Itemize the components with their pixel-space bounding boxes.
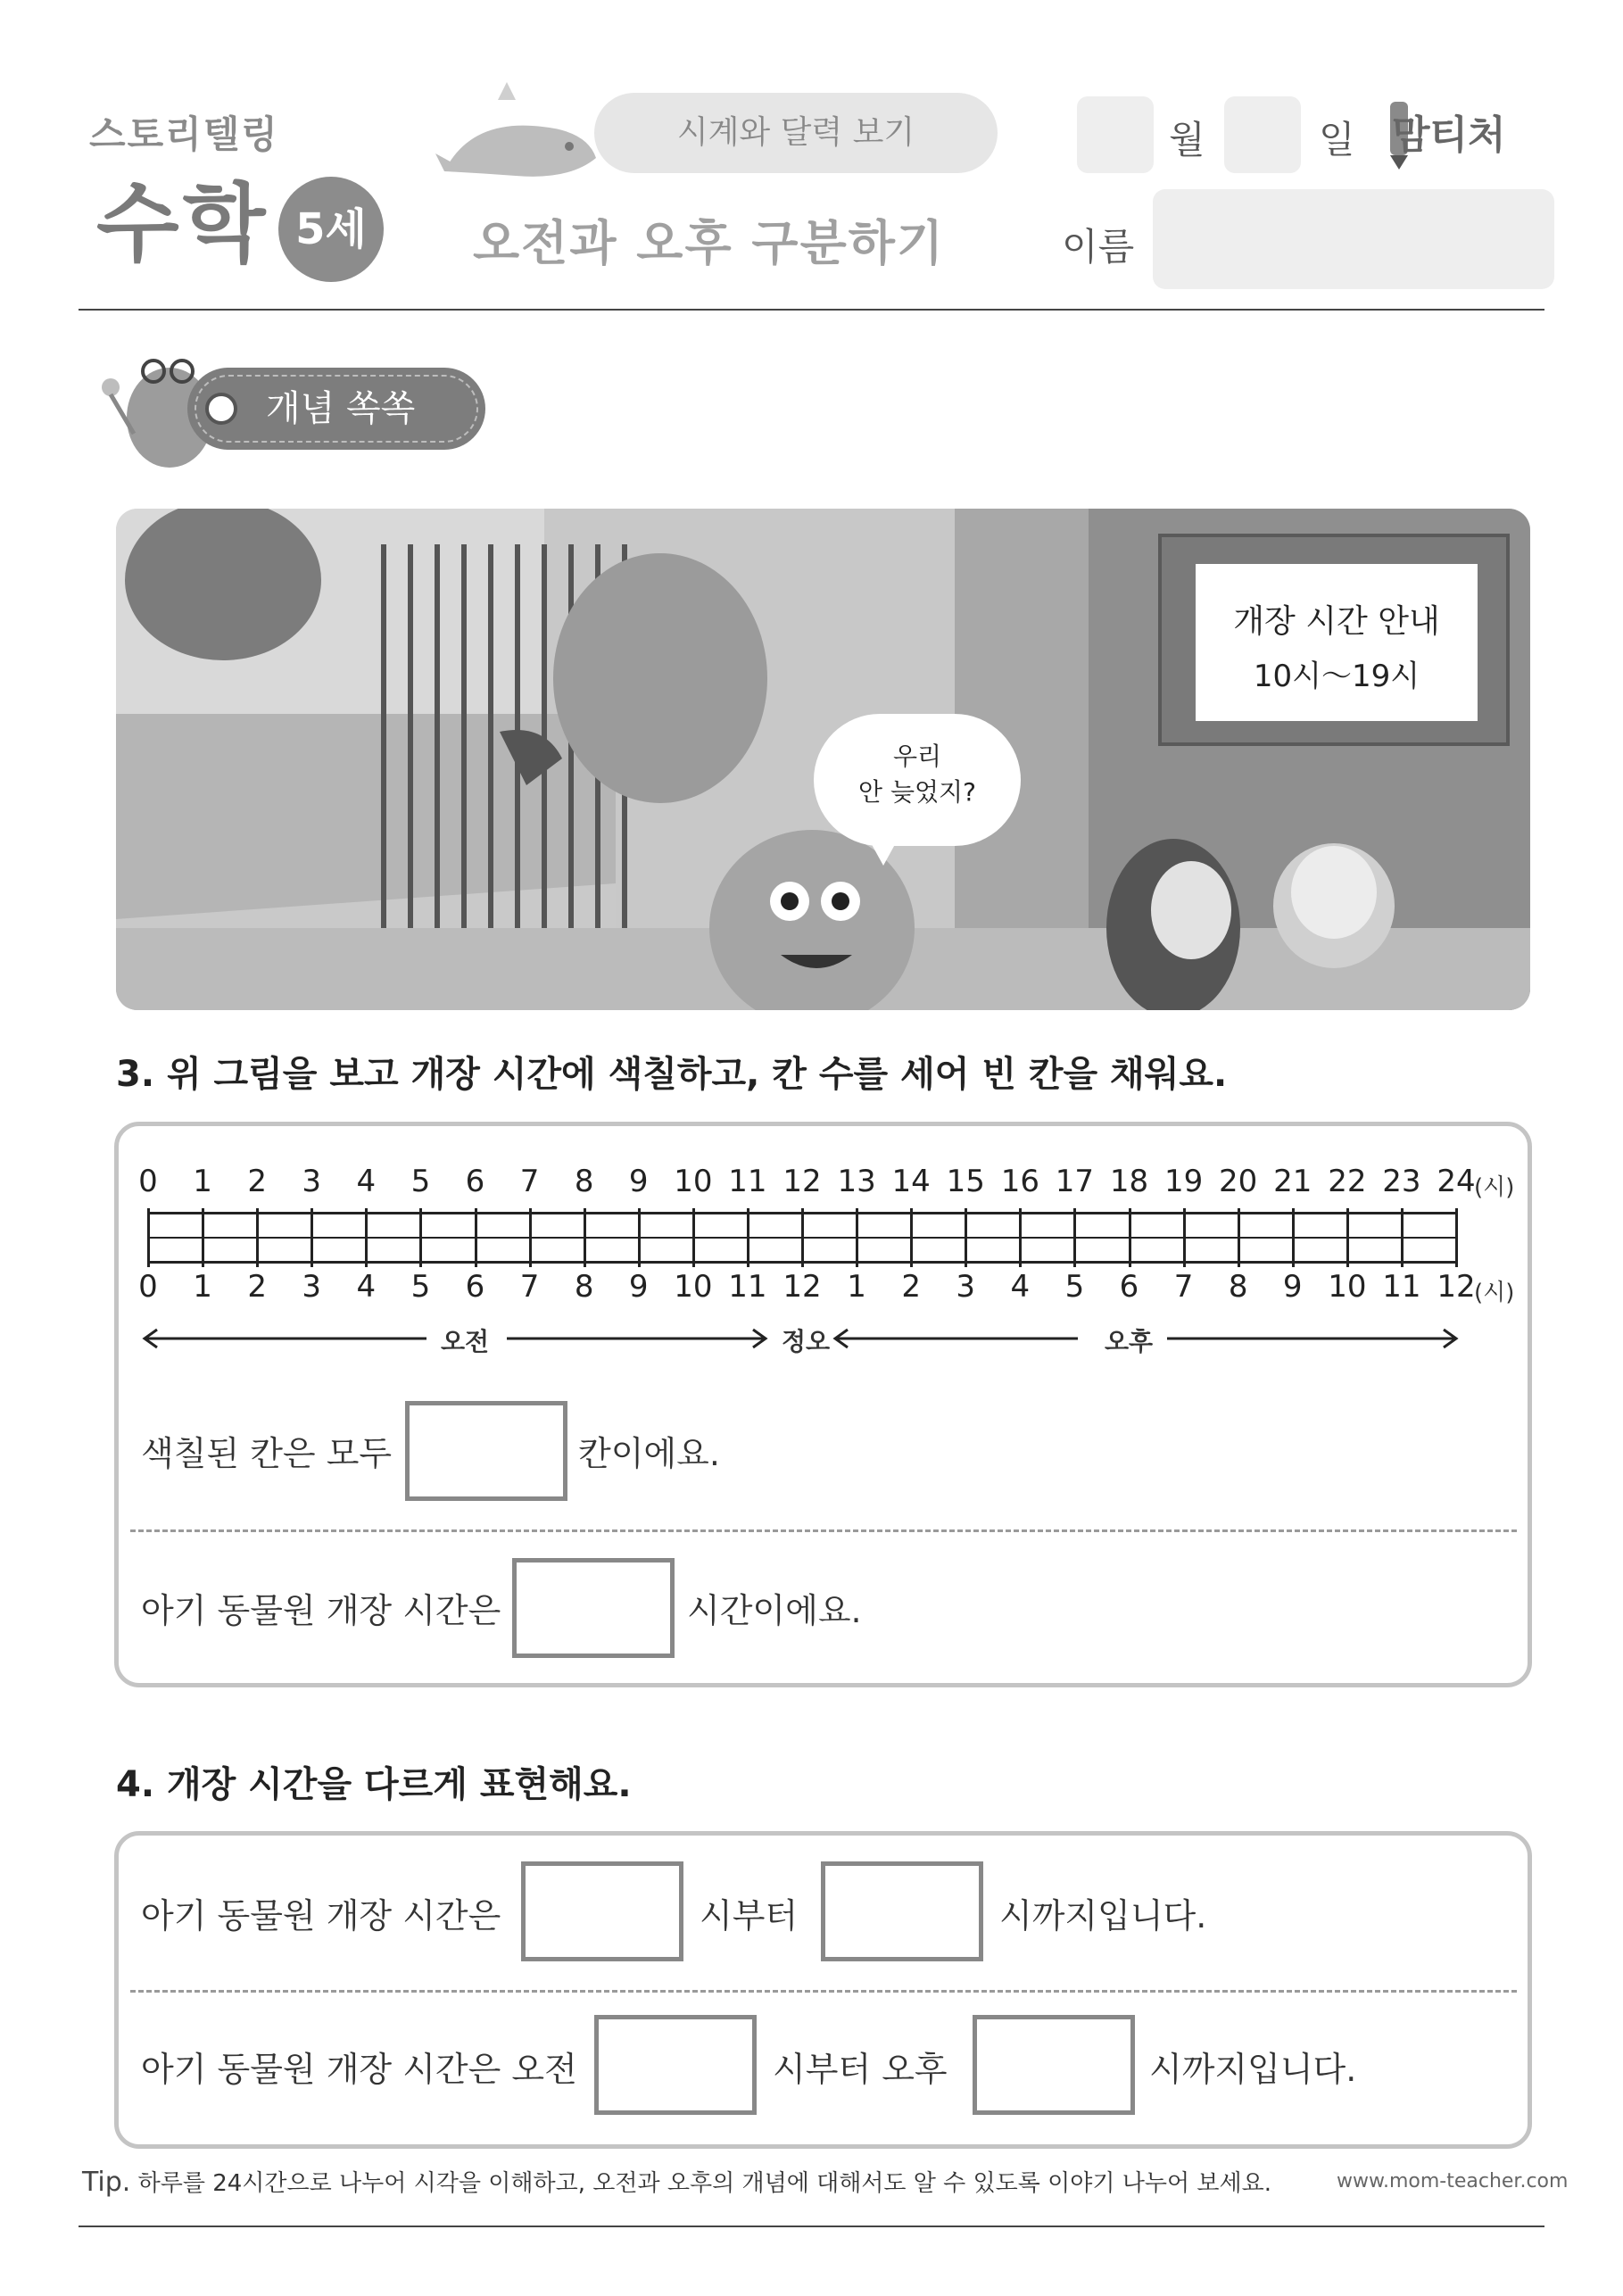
timeline-top-label: 12 [783,1164,822,1199]
q4-am-hour-answer[interactable] [594,2015,757,2115]
speech-line-2: 안 늦었지? [858,777,976,807]
timeline-top-label: 9 [628,1164,649,1199]
timeline-tick [1292,1208,1295,1267]
timeline-tick [365,1208,368,1267]
page-title: 오전과 오후 구분하기 [473,215,946,271]
timeline-bottom-label: 4 [1010,1269,1031,1305]
logo-main-text: 수학 [96,174,269,274]
timeline-bottom-label: 9 [1282,1269,1303,1305]
timeline-bottom-label: 1 [193,1269,212,1305]
timeline-bottom-label: 4 [356,1269,377,1305]
timeline-top-label: 20 [1219,1164,1258,1199]
q4-row1-mid: 시부터 [700,1896,799,1935]
timeline-tick [1019,1208,1022,1267]
timeline-bottom-label: 8 [574,1269,594,1305]
timeline-hour-cell[interactable] [965,1212,1020,1264]
timeline-bottom-label: 2 [247,1269,267,1305]
timeline-top-label: 15 [946,1164,985,1199]
timeline-hour-cell[interactable] [257,1212,311,1264]
q4-row2-suffix: 시까지입니다. [1149,2050,1357,2089]
month-input[interactable] [1077,96,1154,173]
timeline-hour-cell[interactable] [584,1212,639,1264]
timeline-hour-cell[interactable] [1184,1212,1238,1264]
timeline-top-label: 8 [574,1164,594,1199]
q3-cell-count-answer[interactable] [405,1401,567,1501]
timeline-tick [856,1208,858,1267]
timeline-tick [1401,1208,1404,1267]
timeline-hour-cell[interactable] [476,1212,530,1264]
q4-end-hour-answer[interactable] [821,1861,983,1961]
timeline-hour-cell[interactable] [1347,1212,1402,1264]
timeline-top-label: 22 [1328,1164,1367,1199]
day-label: 일 [1319,118,1355,162]
header-divider [79,309,1544,311]
timeline-bottom-label: 6 [465,1269,485,1305]
timeline-top-label: 11 [728,1164,767,1199]
timeline-hour-cell[interactable] [748,1212,802,1264]
timeline-top-label: 0 [138,1164,158,1199]
q3-divider [130,1529,1517,1532]
timeline-tick [1346,1208,1349,1267]
timeline-top-label: 24 [1437,1164,1476,1199]
timeline-hour-cell[interactable] [1130,1212,1184,1264]
q3-row2-text: 아기 동물원 개장 시간은 [141,1591,501,1630]
timeline-hour-cell[interactable] [639,1212,693,1264]
timeline-tick [1073,1208,1076,1267]
q4-start-hour-answer[interactable] [521,1861,683,1961]
timeline-bottom-label: 8 [1228,1269,1248,1305]
timeline-top-label: 1 [193,1164,212,1199]
timeline-top-label: 16 [1000,1164,1039,1199]
q3-row1-suffix: 칸이에요. [578,1434,720,1473]
timeline-bottom-label: 9 [628,1269,649,1305]
timeline-top-label: 4 [356,1164,377,1199]
concept-tag: 개념 쏙쏙 [187,368,485,450]
timeline-hour-cell[interactable] [420,1212,475,1264]
timeline-tick [202,1208,204,1267]
timeline-bottom-label: 7 [519,1269,540,1305]
timeline-unit-bottom: (시) [1474,1280,1515,1306]
q4-divider [130,1990,1517,1993]
timeline-bottom-label: 3 [302,1269,322,1305]
timeline-tick [692,1208,695,1267]
timeline-top-label: 19 [1163,1164,1204,1199]
q4-row1-text: 아기 동물원 개장 시간은 [141,1896,501,1935]
timeline-tick [584,1208,586,1267]
name-label: 이름 [1062,225,1135,269]
opening-hours-sign [1196,564,1478,721]
timeline-top-label: 13 [837,1164,876,1199]
timeline-hour-cell[interactable] [366,1212,420,1264]
age-badge: 5세 [278,177,384,282]
timeline-bottom-label: 7 [1173,1269,1194,1305]
timeline-bottom-label: 3 [956,1269,976,1305]
timeline-tick [1129,1208,1131,1267]
footer-divider [79,2226,1544,2227]
timeline-bottom-label: 11 [1382,1269,1421,1305]
timeline-hour-cell[interactable] [857,1212,911,1264]
timeline-top-label: 3 [302,1164,322,1199]
timeline-hour-cell[interactable] [802,1212,857,1264]
whale-icon [435,82,605,198]
question-4-title: 4. 개장 시간을 다르게 표현해요. [116,1764,632,1805]
topic-label: 시계와 달력 보기 [594,93,998,173]
speech-bubble-tail [864,830,903,866]
q3-row1-text: 색칠된 칸은 모두 [141,1434,393,1473]
timeline-tick [801,1208,804,1267]
timeline-tick [475,1208,477,1267]
timeline-bottom-label: 1 [847,1269,866,1305]
timeline-top-label: 10 [674,1164,713,1199]
tip-label: Tip. [82,2167,131,2198]
footer-url: www.mom-teacher.com [1337,2170,1569,2192]
timeline-hour-cell[interactable] [530,1212,584,1264]
timeline-tick [965,1208,967,1267]
q3-row2-suffix: 시간이에요. [687,1591,862,1630]
question-3-title: 3. 위 그림을 보고 개장 시간에 색칠하고, 칸 수를 세어 빈 칸을 채워요. [116,1054,1228,1095]
q4-row2-text: 아기 동물원 개장 시간은 오전 [141,2050,577,2089]
speech-line-1: 우리 [892,742,942,771]
timeline-bottom-label: 11 [728,1269,767,1305]
sign-hours: 10시～19시 [1253,659,1420,694]
timeline-bottom-label: 6 [1119,1269,1139,1305]
timeline-hour-cell[interactable] [1020,1212,1074,1264]
noon-label: 정오 [782,1327,831,1356]
timeline-tick [311,1208,313,1267]
brand-logo: 맘티처 [1392,112,1506,158]
timeline-unit-top: (시) [1474,1174,1515,1201]
timeline-hour-cell[interactable] [311,1212,366,1264]
logo-top-text: 스토리텔링 [89,112,279,156]
timeline-top-label: 23 [1382,1164,1421,1199]
timeline-tick [256,1208,259,1267]
q4-row1-suffix: 시까지입니다. [999,1896,1207,1935]
q4-row2-mid: 시부터 오후 [773,2050,948,2089]
timeline-bottom-label: 5 [410,1269,431,1305]
timeline-top-label: 7 [519,1164,540,1199]
timeline-top-label: 18 [1109,1164,1149,1199]
q4-pm-hour-answer[interactable] [973,2015,1135,2115]
timeline-hour-cell[interactable] [1293,1212,1347,1264]
timeline-top-label: 17 [1055,1164,1095,1199]
timeline-top-label: 2 [247,1164,267,1199]
timeline-tick [1455,1208,1458,1267]
timeline-tick [638,1208,641,1267]
timeline-bottom-label: 5 [1064,1269,1085,1305]
timeline-tick [529,1208,532,1267]
timeline-bottom-label: 12 [783,1269,822,1305]
timeline-tick [419,1208,422,1267]
magnifier-icon [202,389,243,430]
day-input[interactable] [1224,96,1301,173]
timeline-hour-cell[interactable] [911,1212,965,1264]
sign-title: 개장 시간 안내 [1233,603,1440,640]
footer-tip [82,2165,1271,2198]
am-label: 오전 [441,1327,490,1356]
timeline-bottom-label: 2 [901,1269,921,1305]
timeline-hour-cell[interactable] [1074,1212,1129,1264]
timeline-tick [1238,1208,1240,1267]
timeline-hour-cell[interactable] [203,1212,257,1264]
q3-hours-answer[interactable] [512,1558,675,1658]
timeline-tick [747,1208,749,1267]
timeline-hour-cell[interactable] [1238,1212,1293,1264]
tip-text: 하루를 24시간으로 나누어 시각을 이해하고, 오전과 오후의 개념에 대해서도 알 수 있도록 이야기 나누어 보세요. [137,2170,1272,2197]
timeline-hour-cell[interactable] [693,1212,748,1264]
timeline-tick [910,1208,913,1267]
timeline-top-label: 14 [891,1164,931,1199]
timeline-tick [147,1208,150,1267]
timeline-bottom-label: 10 [1328,1269,1367,1305]
month-label: 월 [1169,118,1205,162]
timeline-hour-cell[interactable] [1402,1212,1456,1264]
timeline-tick [1183,1208,1186,1267]
timeline-bottom-label: 10 [674,1269,713,1305]
timeline-hour-cell[interactable] [148,1212,203,1264]
name-input[interactable] [1153,189,1554,289]
timeline-top-label: 21 [1273,1164,1312,1199]
timeline-bottom-label: 12 [1437,1269,1476,1305]
pm-label: 오후 [1105,1327,1154,1356]
timeline-bottom-label: 0 [138,1269,158,1305]
timeline-top-label: 5 [410,1164,431,1199]
timeline-top-label: 6 [465,1164,485,1199]
